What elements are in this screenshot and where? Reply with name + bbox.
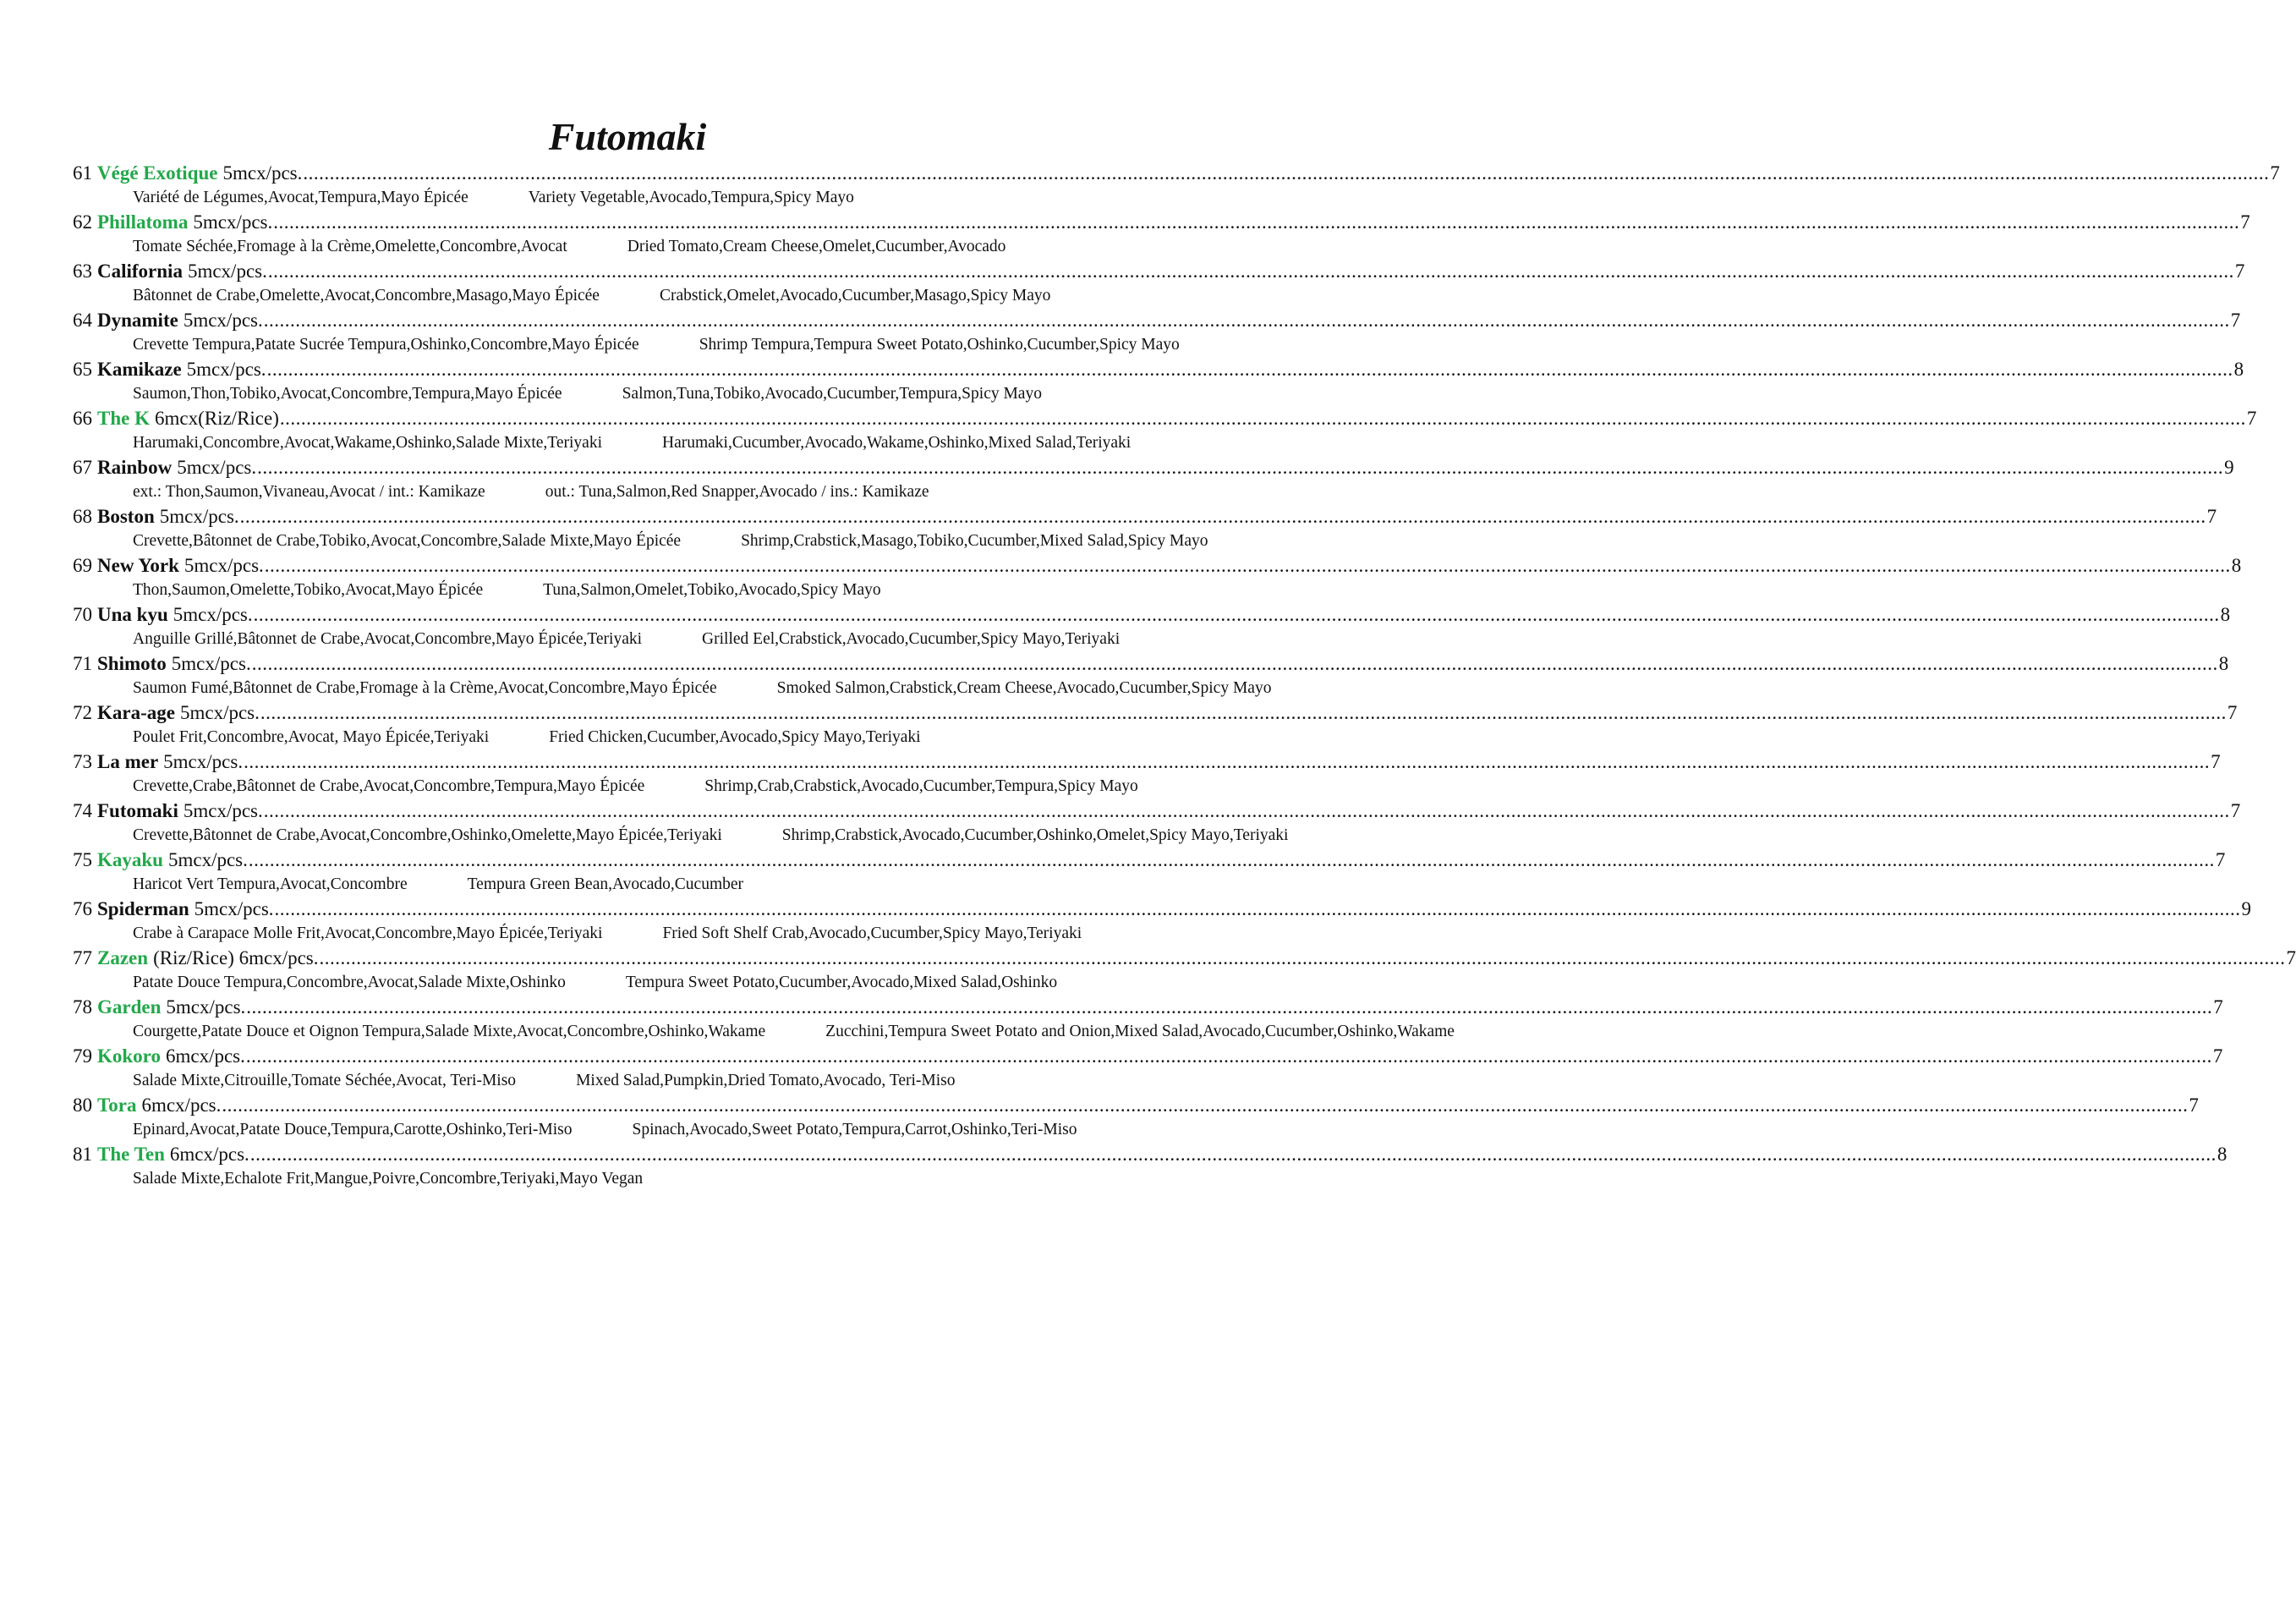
item-portion: 5mcx/pcs. [163, 751, 244, 772]
menu-item-header [73, 1141, 2228, 1168]
menu-item-header [73, 1092, 2199, 1119]
item-description-en: Tempura Green Bean,Avocado,Cucumber [467, 875, 744, 893]
item-price: 7 [2227, 702, 2238, 723]
item-description-en: Smoked Salmon,Crabstick,Cream Cheese,Avocado,Cucumber,Spicy Mayo [776, 679, 1272, 697]
menu-item-header [73, 994, 2223, 1021]
dot-leader [264, 798, 2230, 825]
menu-item [73, 1043, 2223, 1092]
item-price: 7 [2189, 1095, 2199, 1116]
item-number: 72 [73, 702, 92, 723]
item-portion: 5mcx/pcs. [183, 310, 263, 331]
dot-leader [275, 896, 2241, 923]
dot-leader [265, 552, 2231, 579]
dot-leader [249, 847, 2215, 874]
item-description-en: Shrimp,Crabstick,Masago,Tobiko,Cucumber,Mixed Salad,Spicy Mayo [741, 532, 1208, 550]
item-description-en: out.: Tuna,Salmon,Red Snapper,Avocado / ins.: Kamikaze [545, 483, 929, 501]
item-name: The K [97, 408, 150, 429]
item-price: 8 [2233, 359, 2244, 380]
item-name: Shimoto [97, 653, 167, 674]
dot-leader [254, 601, 2220, 628]
item-number: 81 [73, 1144, 92, 1165]
item-number: 67 [73, 457, 92, 478]
item-name: Phillatoma [97, 211, 189, 233]
item-description-fr: Haricot Vert Tempura,Avocat,Concombre [133, 875, 408, 893]
menu-item-header [73, 160, 2280, 187]
item-portion: 5mcx/pcs. [183, 800, 263, 821]
item-number: 80 [73, 1095, 92, 1116]
item-price: 9 [2224, 457, 2234, 478]
dot-leader [222, 1092, 2188, 1119]
menu-item [73, 700, 2238, 749]
menu-item-header [73, 307, 2241, 334]
dot-leader [268, 258, 2234, 285]
menu-item [73, 503, 2217, 552]
item-number: 64 [73, 310, 92, 331]
dot-leader [320, 945, 2286, 972]
item-portion: 6mcx/pcs. [169, 1144, 249, 1165]
dot-leader [250, 1141, 2217, 1168]
item-description-fr: Salade Mixte,Echalote Frit,Mangue,Poivre,Concombre,Teriyaki,Mayo Vegan [133, 1170, 644, 1188]
item-price: 7 [2206, 506, 2217, 527]
item-name: Végé Exotique [97, 162, 218, 184]
item-name: Una kyu [97, 604, 168, 625]
item-name: Kokoro [97, 1045, 161, 1067]
item-name: La mer [97, 751, 159, 772]
item-price: 7 [2240, 211, 2250, 233]
item-description-en: Salmon,Tuna,Tobiko,Avocado,Cucumber,Tempura,Spicy Mayo [622, 385, 1042, 403]
dot-leader [244, 749, 2210, 776]
item-price: 8 [2220, 604, 2231, 625]
item-price: 7 [2286, 947, 2296, 968]
dot-leader [264, 307, 2230, 334]
item-number: 69 [73, 555, 92, 576]
item-portion: 5mcx/pcs. [186, 359, 266, 380]
item-number: 71 [73, 653, 92, 674]
item-description-en: Shrimp,Crabstick,Avocado,Cucumber,Oshinko,Omelet,Spicy Mayo,Teriyaki [781, 826, 1289, 844]
item-description-fr: Courgette,Patate Douce et Oignon Tempura,Salade Mixte,Avocat,Concombre,Oshinko,Wakame [133, 1023, 766, 1040]
menu-item-header [73, 356, 2244, 383]
item-portion: 6mcx(Riz/Rice) [154, 408, 279, 429]
item-number: 76 [73, 898, 92, 919]
menu-item-header [73, 798, 2241, 825]
item-description-fr: Epinard,Avocat,Patate Douce,Tempura,Carotte,Oshinko,Teri-Miso [133, 1121, 573, 1138]
item-number: 65 [73, 359, 92, 380]
menu-item [73, 650, 2229, 700]
item-portion: 5mcx/pcs. [222, 162, 303, 184]
menu-item-header [73, 601, 2231, 628]
item-name: Kara-age [97, 702, 175, 723]
menu-item [73, 994, 2223, 1043]
item-description-fr: Saumon,Thon,Tobiko,Avocat,Concombre,Tempura,Mayo Épicée [133, 385, 562, 403]
menu-item-header [73, 847, 2226, 874]
item-description-en: Shrimp Tempura,Tempura Sweet Potato,Oshinko,Cucumber,Spicy Mayo [699, 336, 1180, 354]
menu-item-header [73, 945, 2296, 972]
item-description-fr: Salade Mixte,Citrouille,Tomate Séchée,Avocat, Teri-Miso [133, 1072, 517, 1089]
item-name: Kayaku [97, 849, 163, 870]
menu-item [73, 356, 2244, 405]
item-name: Zazen [97, 947, 149, 968]
item-name: The Ten [97, 1144, 165, 1165]
item-price: 8 [2217, 1144, 2228, 1165]
item-name: New York [97, 555, 179, 576]
item-portion: 5mcx/pcs. [166, 996, 246, 1018]
item-portion: 5mcx/pcs. [159, 506, 239, 527]
item-description-en: Fried Chicken,Cucumber,Avocado,Spicy Mayo,Teriyaki [549, 728, 921, 746]
item-portion: 5mcx/pcs. [184, 555, 264, 576]
item-price: 8 [2218, 653, 2229, 674]
item-description-en: Harumaki,Cucumber,Avocado,Wakame,Oshinko,Mixed Salad,Teriyaki [662, 434, 1132, 452]
menu-item [73, 749, 2221, 798]
item-price: 7 [2215, 849, 2226, 870]
menu-item-header [73, 503, 2217, 530]
item-portion: 5mcx/pcs. [171, 653, 251, 674]
item-name: Rainbow [97, 457, 173, 478]
item-price: 7 [2212, 1045, 2223, 1067]
item-description-fr: Crevette,Bâtonnet de Crabe,Avocat,Concombre,Oshinko,Omelette,Mayo Épicée,Teriyaki [133, 826, 722, 844]
item-description-fr: Crevette,Bâtonnet de Crabe,Tobiko,Avocat,Concombre,Salade Mixte,Mayo Épicée [133, 532, 682, 550]
menu-item-header [73, 896, 2252, 923]
item-name: Dynamite [97, 310, 178, 331]
item-description-fr: Tomate Séchée,Fromage à la Crème,Omelette,Concombre,Avocat [133, 238, 567, 255]
item-number: 70 [73, 604, 92, 625]
item-price: 7 [2213, 996, 2223, 1018]
menu-item-header [73, 552, 2242, 579]
item-portion: 5mcx/pcs. [194, 898, 274, 919]
menu-item-header [73, 1043, 2223, 1070]
item-price: 7 [2211, 751, 2221, 772]
item-description-en: Mixed Salad,Pumpkin,Dried Tomato,Avocado, Teri-Miso [576, 1072, 956, 1089]
item-description-fr: Crevette Tempura,Patate Sucrée Tempura,Oshinko,Concombre,Mayo Épicée [133, 336, 639, 354]
item-description-en: Spinach,Avocado,Sweet Potato,Tempura,Carrot,Oshinko,Teri-Miso [632, 1121, 1077, 1138]
item-name: Futomaki [97, 800, 178, 821]
menu-item-header [73, 258, 2245, 285]
item-description-en: Grilled Eel,Crabstick,Avocado,Cucumber,Spicy Mayo,Teriyaki [702, 630, 1121, 648]
item-portion: (Riz/Rice) 6mcx/pcs. [153, 947, 319, 968]
menu-item [73, 307, 2241, 356]
item-name: Kamikaze [97, 359, 182, 380]
item-portion: 6mcx/pcs. [141, 1095, 222, 1116]
item-price: 7 [2234, 261, 2245, 282]
menu-item [73, 552, 2242, 601]
menu-item [73, 1141, 2228, 1190]
item-portion: 5mcx/pcs. [173, 604, 253, 625]
item-portion: 5mcx/pcs. [187, 261, 267, 282]
menu-item-header [73, 650, 2229, 678]
menu-item-header [73, 700, 2238, 727]
dot-leader [273, 209, 2239, 236]
item-name: California [97, 261, 183, 282]
item-description-fr: Patate Douce Tempura,Concombre,Avocat,Salade Mixte,Oshinko [133, 974, 566, 991]
dot-leader [240, 503, 2206, 530]
item-description-fr: ext.: Thon,Saumon,Vivaneau,Avocat / int.: Kamikaze [133, 483, 485, 501]
item-description-fr: Bâtonnet de Crabe,Omelette,Avocat,Concombre,Masago,Mayo Épicée [133, 287, 600, 304]
item-portion: 5mcx/pcs. [167, 849, 248, 870]
page-title: Futomaki [548, 115, 707, 158]
item-price: 9 [2241, 898, 2252, 919]
menu-item [73, 405, 2257, 454]
dot-leader [260, 700, 2227, 727]
menu-item [73, 454, 2234, 503]
menu-item [73, 798, 2241, 847]
menu-item [73, 209, 2250, 258]
item-number: 78 [73, 996, 92, 1018]
item-number: 73 [73, 751, 92, 772]
item-description-fr: Thon,Saumon,Omelette,Tobiko,Avocat,Mayo Épicée [133, 581, 484, 599]
item-description-fr: Poulet Frit,Concombre,Avocat, Mayo Épicée,Teriyaki [133, 728, 490, 746]
item-description-fr: Crabe à Carapace Molle Frit,Avocat,Concombre,Mayo Épicée,Teriyaki [133, 924, 603, 942]
dot-leader [267, 356, 2233, 383]
item-description-en: Variety Vegetable,Avocado,Tempura,Spicy Mayo [528, 189, 854, 206]
item-price: 7 [2230, 800, 2241, 821]
menu-item [73, 896, 2252, 945]
menu-item-header [73, 749, 2221, 776]
dot-leader [303, 160, 2269, 187]
item-number: 62 [73, 211, 92, 233]
item-description-en: Tempura Sweet Potato,Cucumber,Avocado,Mixed Salad,Oshinko [625, 974, 1058, 991]
item-name: Tora [97, 1095, 137, 1116]
item-description-fr: Harumaki,Concombre,Avocat,Wakame,Oshinko,Salade Mixte,Teriyaki [133, 434, 602, 452]
item-price: 8 [2231, 555, 2242, 576]
menu-item [73, 258, 2245, 307]
item-description-en: Tuna,Salmon,Omelet,Tobiko,Avocado,Spicy Mayo [543, 581, 881, 599]
item-number: 63 [73, 261, 92, 282]
item-description-en: Zucchini,Tempura Sweet Potato and Onion,Mixed Salad,Avocado,Cucumber,Oshinko,Wakame [825, 1023, 1455, 1040]
item-number: 75 [73, 849, 92, 870]
item-description-en: Crabstick,Omelet,Avocado,Cucumber,Masago,Spicy Mayo [659, 287, 1051, 304]
dot-leader [246, 994, 2212, 1021]
item-description-en: Shrimp,Crab,Crabstick,Avocado,Cucumber,Tempura,Spicy Mayo [704, 777, 1138, 795]
item-price: 7 [2230, 310, 2241, 331]
item-name: Boston [97, 506, 155, 527]
menu-item [73, 1092, 2199, 1141]
item-number: 74 [73, 800, 92, 821]
menu-item [73, 847, 2226, 896]
item-portion: 5mcx/pcs. [179, 702, 260, 723]
item-description-fr: Anguille Grillé,Bâtonnet de Crabe,Avocat,Concombre,Mayo Épicée,Teriyaki [133, 630, 643, 648]
item-description-fr: Crevette,Crabe,Bâtonnet de Crabe,Avocat,Concombre,Tempura,Mayo Épicée [133, 777, 645, 795]
item-price: 7 [2270, 162, 2280, 184]
item-number: 68 [73, 506, 92, 527]
futomaki-menu-list [73, 160, 2296, 1190]
item-description-fr: Saumon Fumé,Bâtonnet de Crabe,Fromage à la Crème,Avocat,Concombre,Mayo Épicée [133, 679, 717, 697]
dot-leader [246, 1043, 2212, 1070]
dot-leader [257, 454, 2223, 481]
item-portion: 5mcx/pcs. [193, 211, 273, 233]
item-name: Garden [97, 996, 162, 1018]
item-description-en: Dried Tomato,Cream Cheese,Omelet,Cucumber,Avocado [627, 238, 1006, 255]
dot-leader [252, 650, 2218, 678]
item-number: 77 [73, 947, 92, 968]
menu-item-header [73, 209, 2250, 236]
menu-item-header [73, 454, 2234, 481]
menu-item [73, 945, 2296, 994]
item-description-fr: Variété de Légumes,Avocat,Tempura,Mayo Épicée [133, 189, 469, 206]
item-number: 61 [73, 162, 92, 184]
item-price: 7 [2246, 408, 2257, 429]
menu-item [73, 601, 2231, 650]
menu-item-header [73, 405, 2257, 432]
item-number: 79 [73, 1045, 92, 1067]
item-portion: 5mcx/pcs. [177, 457, 257, 478]
item-portion: 6mcx/pcs. [165, 1045, 245, 1067]
item-number: 66 [73, 408, 92, 429]
menu-item [73, 160, 2280, 209]
dot-leader [280, 405, 2246, 432]
item-name: Spiderman [97, 898, 189, 919]
item-description-en: Fried Soft Shelf Crab,Avocado,Cucumber,Spicy Mayo,Teriyaki [662, 924, 1082, 942]
